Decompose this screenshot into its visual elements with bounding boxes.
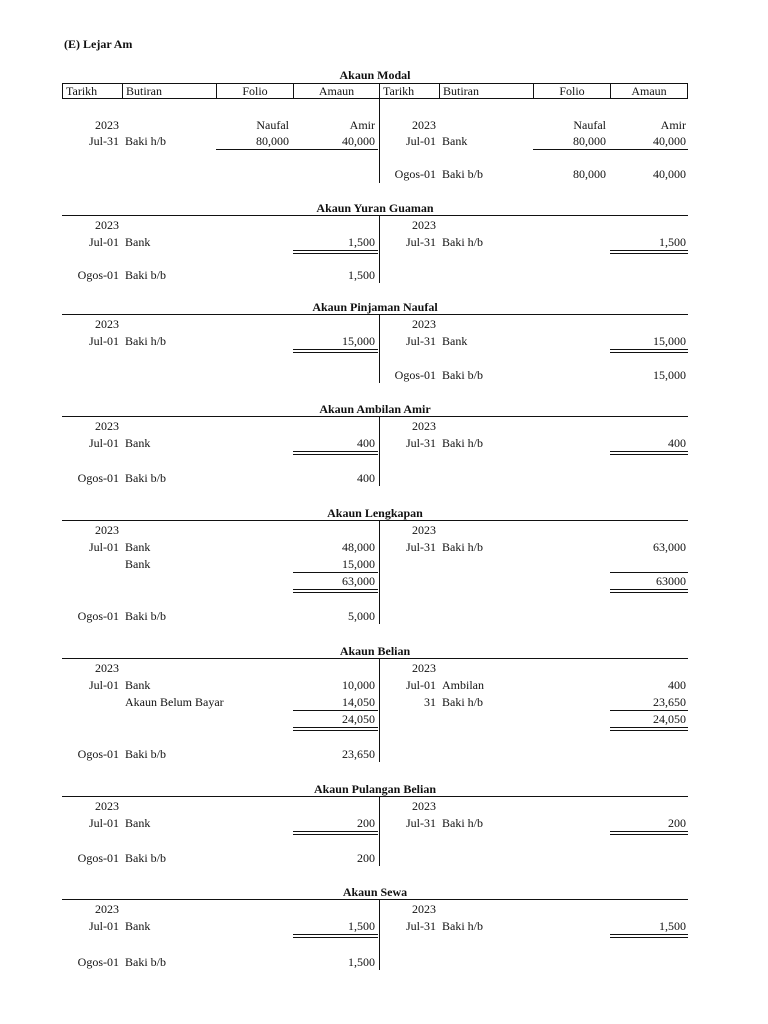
account-title: Akaun Lengkapan <box>327 506 423 520</box>
account-top-rule <box>62 314 688 315</box>
brought-down-date: Ogos-01 <box>394 368 436 382</box>
header-amaun: Amaun <box>610 83 688 99</box>
year-label: 2023 <box>412 523 436 537</box>
entry-description: Baki h/b <box>442 436 483 450</box>
entry-date: Jul-31 <box>89 134 119 148</box>
account-top-rule <box>62 658 688 659</box>
double-rule <box>293 253 378 254</box>
brought-down-amount: 15,000 <box>653 368 686 382</box>
entry-amount: 23,650 <box>653 695 686 709</box>
double-rule <box>293 834 378 835</box>
double-rule <box>293 937 378 938</box>
double-rule <box>610 250 688 251</box>
double-rule <box>610 937 688 938</box>
account-title: Akaun Pinjaman Naufal <box>312 300 438 314</box>
entry-date: Jul-01 <box>406 678 436 692</box>
entry-amount: 14,050 <box>342 695 375 709</box>
double-rule <box>293 727 378 728</box>
entry-date: Jul-01 <box>89 678 119 692</box>
brought-down-date: Ogos-01 <box>77 747 119 761</box>
brought-down-description: Baki b/b <box>442 167 483 181</box>
column-head-naufal: Naufal <box>573 118 606 132</box>
entry-amount: 400 <box>357 436 375 450</box>
account-title: Akaun Yuran Guaman <box>316 201 434 215</box>
brought-down-date: Ogos-01 <box>394 167 436 181</box>
year-label: 2023 <box>412 118 436 132</box>
brought-down-description: Baki b/b <box>125 851 166 865</box>
double-rule <box>610 451 688 452</box>
brought-down-description: Baki b/b <box>125 955 166 969</box>
year-label: 2023 <box>95 523 119 537</box>
brought-down-date: Ogos-01 <box>77 851 119 865</box>
header-butiran: Butiran <box>439 83 534 99</box>
year-label: 2023 <box>95 902 119 916</box>
double-rule <box>610 454 688 455</box>
double-rule <box>610 589 688 590</box>
entry-amount-naufal: 80,000 <box>573 134 606 148</box>
entry-description: Baki h/b <box>442 235 483 249</box>
entry-date: Jul-01 <box>89 235 119 249</box>
header-folio: Folio <box>216 83 294 99</box>
entry-date: Jul-01 <box>89 816 119 830</box>
entry-amount: 48,000 <box>342 540 375 554</box>
year-label: 2023 <box>412 218 436 232</box>
brought-down-amount: 1,500 <box>348 268 375 282</box>
total-rule <box>533 149 688 150</box>
header-butiran: Butiran <box>122 83 217 99</box>
total-amount: 24,050 <box>653 712 686 726</box>
double-rule <box>293 454 378 455</box>
entry-date: Jul-01 <box>89 919 119 933</box>
entry-description: Baki h/b <box>442 919 483 933</box>
year-label: 2023 <box>95 317 119 331</box>
entry-description: Bank <box>125 540 151 554</box>
double-rule <box>293 592 378 593</box>
brought-down-description: Baki b/b <box>125 747 166 761</box>
header-tarikh: Tarikh <box>62 83 123 99</box>
entry-date: Jul-01 <box>89 436 119 450</box>
brought-down-date: Ogos-01 <box>77 955 119 969</box>
entry-description: Bank <box>442 334 468 348</box>
brought-down-amount: 23,650 <box>342 747 375 761</box>
double-rule <box>610 253 688 254</box>
subtotal-rule <box>610 710 688 711</box>
entry-date: Jul-01 <box>406 134 436 148</box>
total-amount: 63000 <box>656 574 686 588</box>
brought-down-amount: 200 <box>357 851 375 865</box>
entry-date: Jul-01 <box>89 540 119 554</box>
total-rule <box>216 149 378 150</box>
double-rule <box>293 451 378 452</box>
double-rule <box>610 352 688 353</box>
entry-description: Ambilan <box>442 678 484 692</box>
entry-amount: 15,000 <box>342 334 375 348</box>
double-rule <box>610 831 688 832</box>
brought-down-description: Baki b/b <box>125 268 166 282</box>
entry-amount-amir: 40,000 <box>342 134 375 148</box>
year-label: 2023 <box>412 799 436 813</box>
double-rule <box>293 250 378 251</box>
header-folio: Folio <box>533 83 611 99</box>
column-head-amir: Amir <box>349 118 375 132</box>
entry-description: Baki h/b <box>442 540 483 554</box>
double-rule <box>293 589 378 590</box>
column-head-amir: Amir <box>660 118 686 132</box>
brought-down-amount: 1,500 <box>348 955 375 969</box>
double-rule <box>610 592 688 593</box>
subtotal-rule <box>610 572 688 573</box>
brought-down-amount-naufal: 80,000 <box>573 167 606 181</box>
year-label: 2023 <box>95 419 119 433</box>
account-title: Akaun Ambilan Amir <box>319 402 431 416</box>
total-amount: 63,000 <box>342 574 375 588</box>
account-title: Akaun Belian <box>339 644 411 658</box>
entry-amount: 1,500 <box>659 235 686 249</box>
page-heading: (E) Lejar Am <box>64 37 133 51</box>
account-top-rule <box>62 796 688 797</box>
entry-description: Bank <box>125 678 151 692</box>
double-rule <box>293 730 378 731</box>
year-label: 2023 <box>412 661 436 675</box>
entry-description: Bank <box>125 919 151 933</box>
year-label: 2023 <box>95 661 119 675</box>
header-amaun: Amaun <box>293 83 380 99</box>
year-label: 2023 <box>412 902 436 916</box>
account-title: Akaun Sewa <box>342 885 408 899</box>
double-rule <box>293 831 378 832</box>
entry-amount: 1,500 <box>659 919 686 933</box>
entry-amount: 400 <box>668 678 686 692</box>
entry-description: Baki h/b <box>125 334 166 348</box>
year-label: 2023 <box>412 317 436 331</box>
entry-description: Bank <box>125 235 151 249</box>
double-rule <box>610 727 688 728</box>
double-rule <box>293 934 378 935</box>
entry-description: Bank <box>125 557 151 571</box>
year-label: 2023 <box>95 799 119 813</box>
brought-down-amount: 400 <box>357 471 375 485</box>
double-rule <box>610 934 688 935</box>
entry-description: Bank <box>125 816 151 830</box>
brought-down-date: Ogos-01 <box>77 268 119 282</box>
brought-down-amount-amir: 40,000 <box>653 167 686 181</box>
entry-description: Bank <box>125 436 151 450</box>
entry-description: Bank <box>442 134 468 148</box>
entry-date: Jul-31 <box>406 919 436 933</box>
header-tarikh: Tarikh <box>379 83 440 99</box>
year-label: 2023 <box>412 419 436 433</box>
entry-date: Jul-31 <box>406 334 436 348</box>
brought-down-date: Ogos-01 <box>77 609 119 623</box>
year-label: 2023 <box>95 118 119 132</box>
year-label: 2023 <box>95 218 119 232</box>
entry-date: Jul-31 <box>406 540 436 554</box>
entry-amount: 1,500 <box>348 235 375 249</box>
entry-amount-amir: 40,000 <box>653 134 686 148</box>
entry-description: Baki h/b <box>125 134 166 148</box>
entry-amount: 15,000 <box>342 557 375 571</box>
double-rule <box>610 834 688 835</box>
total-amount: 24,050 <box>342 712 375 726</box>
subtotal-rule <box>293 572 378 573</box>
account-top-rule <box>62 416 688 417</box>
brought-down-date: Ogos-01 <box>77 471 119 485</box>
entry-description: Baki h/b <box>442 695 483 709</box>
entry-date: Jul-01 <box>89 334 119 348</box>
account-top-rule <box>62 215 688 216</box>
entry-date: Jul-31 <box>406 235 436 249</box>
column-head-naufal: Naufal <box>256 118 289 132</box>
double-rule <box>610 349 688 350</box>
brought-down-amount: 5,000 <box>348 609 375 623</box>
double-rule <box>293 349 378 350</box>
entry-amount-naufal: 80,000 <box>256 134 289 148</box>
entry-description: Akaun Belum Bayar <box>125 695 224 709</box>
entry-date: Jul-31 <box>406 436 436 450</box>
account-top-rule <box>62 520 688 521</box>
account-title: Akaun Pulangan Belian <box>313 782 437 796</box>
brought-down-description: Baki b/b <box>125 471 166 485</box>
account-title: Akaun Modal <box>339 68 411 82</box>
entry-amount: 200 <box>668 816 686 830</box>
entry-amount: 15,000 <box>653 334 686 348</box>
subtotal-rule <box>293 710 378 711</box>
entry-amount: 10,000 <box>342 678 375 692</box>
entry-description: Baki h/b <box>442 816 483 830</box>
entry-amount: 400 <box>668 436 686 450</box>
entry-amount: 1,500 <box>348 919 375 933</box>
entry-date: Jul-31 <box>406 816 436 830</box>
double-rule <box>610 730 688 731</box>
entry-amount: 63,000 <box>653 540 686 554</box>
account-top-rule <box>62 899 688 900</box>
brought-down-description: Baki b/b <box>125 609 166 623</box>
entry-amount: 200 <box>357 816 375 830</box>
entry-date: 31 <box>424 695 436 709</box>
double-rule <box>293 352 378 353</box>
brought-down-description: Baki b/b <box>442 368 483 382</box>
